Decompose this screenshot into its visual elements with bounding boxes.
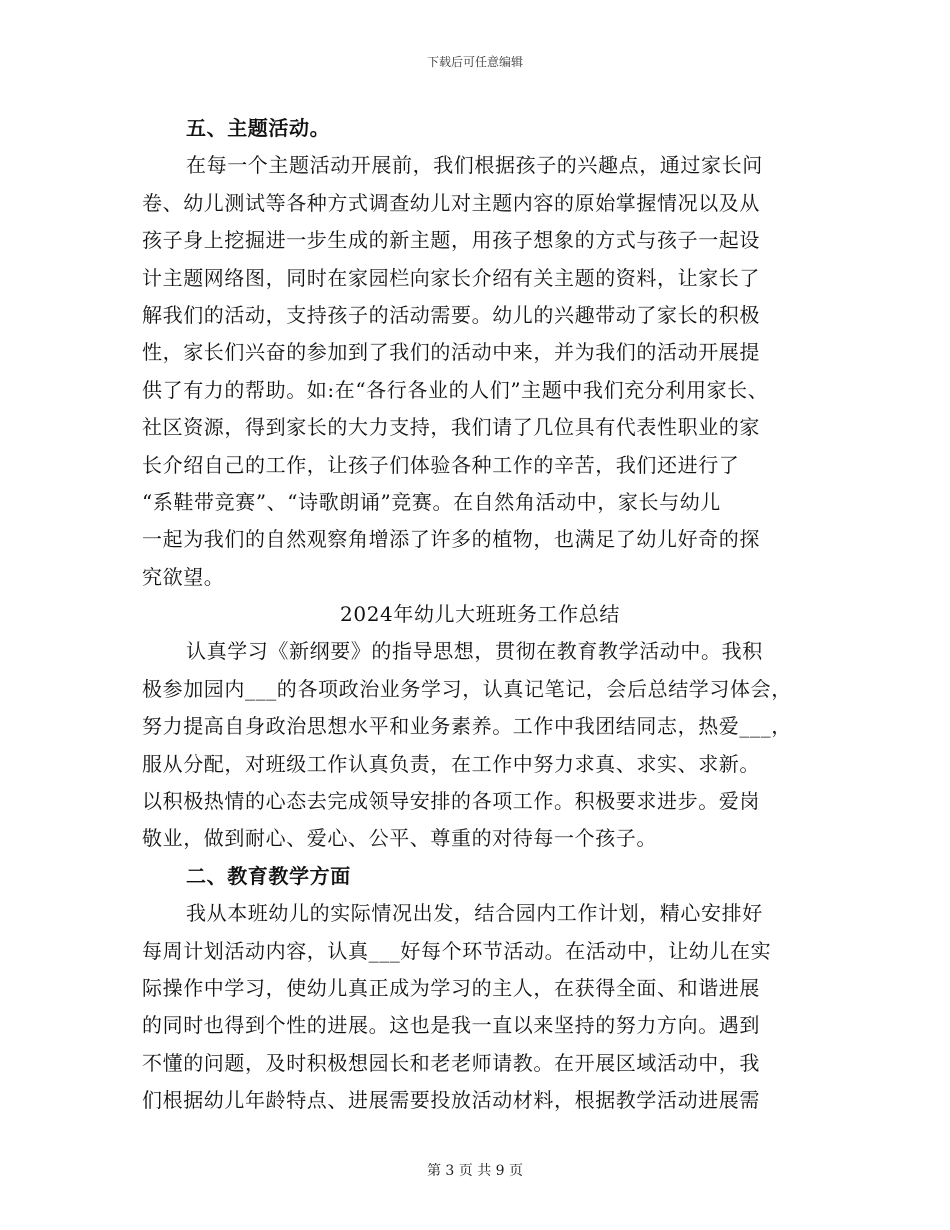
page-header-note: 下载后可任意编辑 <box>426 55 523 69</box>
section-heading-theme-activities: 五、主题活动。 <box>186 116 331 140</box>
paragraph-line: 在每一个主题活动开展前，我们根据孩子的兴趣点，通过家长问 <box>186 153 763 178</box>
paragraph-line: 以积极热情的心态去完成领导安排的各项工作。积极要求进步。爱岗 <box>142 789 760 814</box>
paragraph-line: 孩子身上挖掘进一步生成的新主题，用孩子想象的方式与孩子一起设 <box>142 228 760 253</box>
page-number-footer: 第 3 页 共 9 页 <box>426 1163 524 1179</box>
paragraph-line: 每周计划活动内容，认真___好每个环节活动。在活动中，让幼儿在实 <box>142 938 772 963</box>
paragraph-line: 计主题网络图，同时在家园栏向家长介绍有关主题的资料，让家长了 <box>142 265 760 290</box>
paragraph-line: 供了有力的帮助。如:在“各行各业的人们”主题中我们充分利用家长、 <box>142 377 769 402</box>
paragraph-line: 敬业，做到耐心、爱心、公平、尊重的对待每一个孩子。 <box>142 826 657 851</box>
paragraph-line: 不懂的问题，及时积极想园长和老老师请教。在开展区域活动中，我 <box>142 1050 760 1075</box>
paragraph-line: 的同时也得到个性的进展。这也是我一直以来坚持的努力方向。遇到 <box>142 1013 760 1038</box>
paragraph-line: 一起为我们的自然观察角增添了许多的植物，也满足了幼儿好奇的探 <box>142 527 760 552</box>
paragraph-line: 认真学习《新纲要》的指导思想，贯彻在教育教学活动中。我积 <box>186 639 763 664</box>
paragraph-line: 究欲望。 <box>142 564 225 589</box>
paragraph-line: 社区资源，得到家长的大力支持，我们请了几位具有代表性职业的家 <box>142 415 760 440</box>
paragraph-line: 长介绍自己的工作，让孩子们体验各种工作的辛苦，我们还进行了 <box>142 452 740 477</box>
document-title: 2024年幼儿大班班务工作总结 <box>340 602 620 627</box>
paragraph-line: 努力提高自身政治思想水平和业务素养。工作中我团结同志，热爱___， <box>142 714 792 739</box>
section-heading-teaching: 二、教育教学方面 <box>186 863 351 888</box>
paragraph-line: 际操作中学习，使幼儿真正成为学习的主人，在获得全面、和谐进展 <box>142 975 760 1000</box>
paragraph-line: “系鞋带竞赛”、“诗歌朗诵”竞赛。在自然角活动中，家长与幼儿 <box>142 489 721 514</box>
paragraph-line: 们根据幼儿年龄特点、进展需要投放活动材料，根据教学活动进展需 <box>142 1088 760 1113</box>
paragraph-line: 性，家长们兴奋的参加到了我们的活动中来，并为我们的活动开展提 <box>142 340 760 365</box>
paragraph-line: 我从本班幼儿的实际情况出发，结合园内工作计划，精心安排好 <box>186 901 763 926</box>
paragraph-line: 服从分配，对班级工作认真负责，在工作中努力求真、求实、求新。 <box>142 751 760 776</box>
paragraph-line: 卷、幼儿测试等各种方式调查幼儿对主题内容的原始掌握情况以及从 <box>142 190 760 215</box>
document-body <box>142 110 818 1120</box>
paragraph-line: 极参加园内___的各项政治业务学习，认真记笔记，会后总结学习体会， <box>142 676 792 701</box>
paragraph-line: 解我们的活动，支持孩子的活动需要。幼儿的兴趣带动了家长的积极 <box>142 302 760 327</box>
